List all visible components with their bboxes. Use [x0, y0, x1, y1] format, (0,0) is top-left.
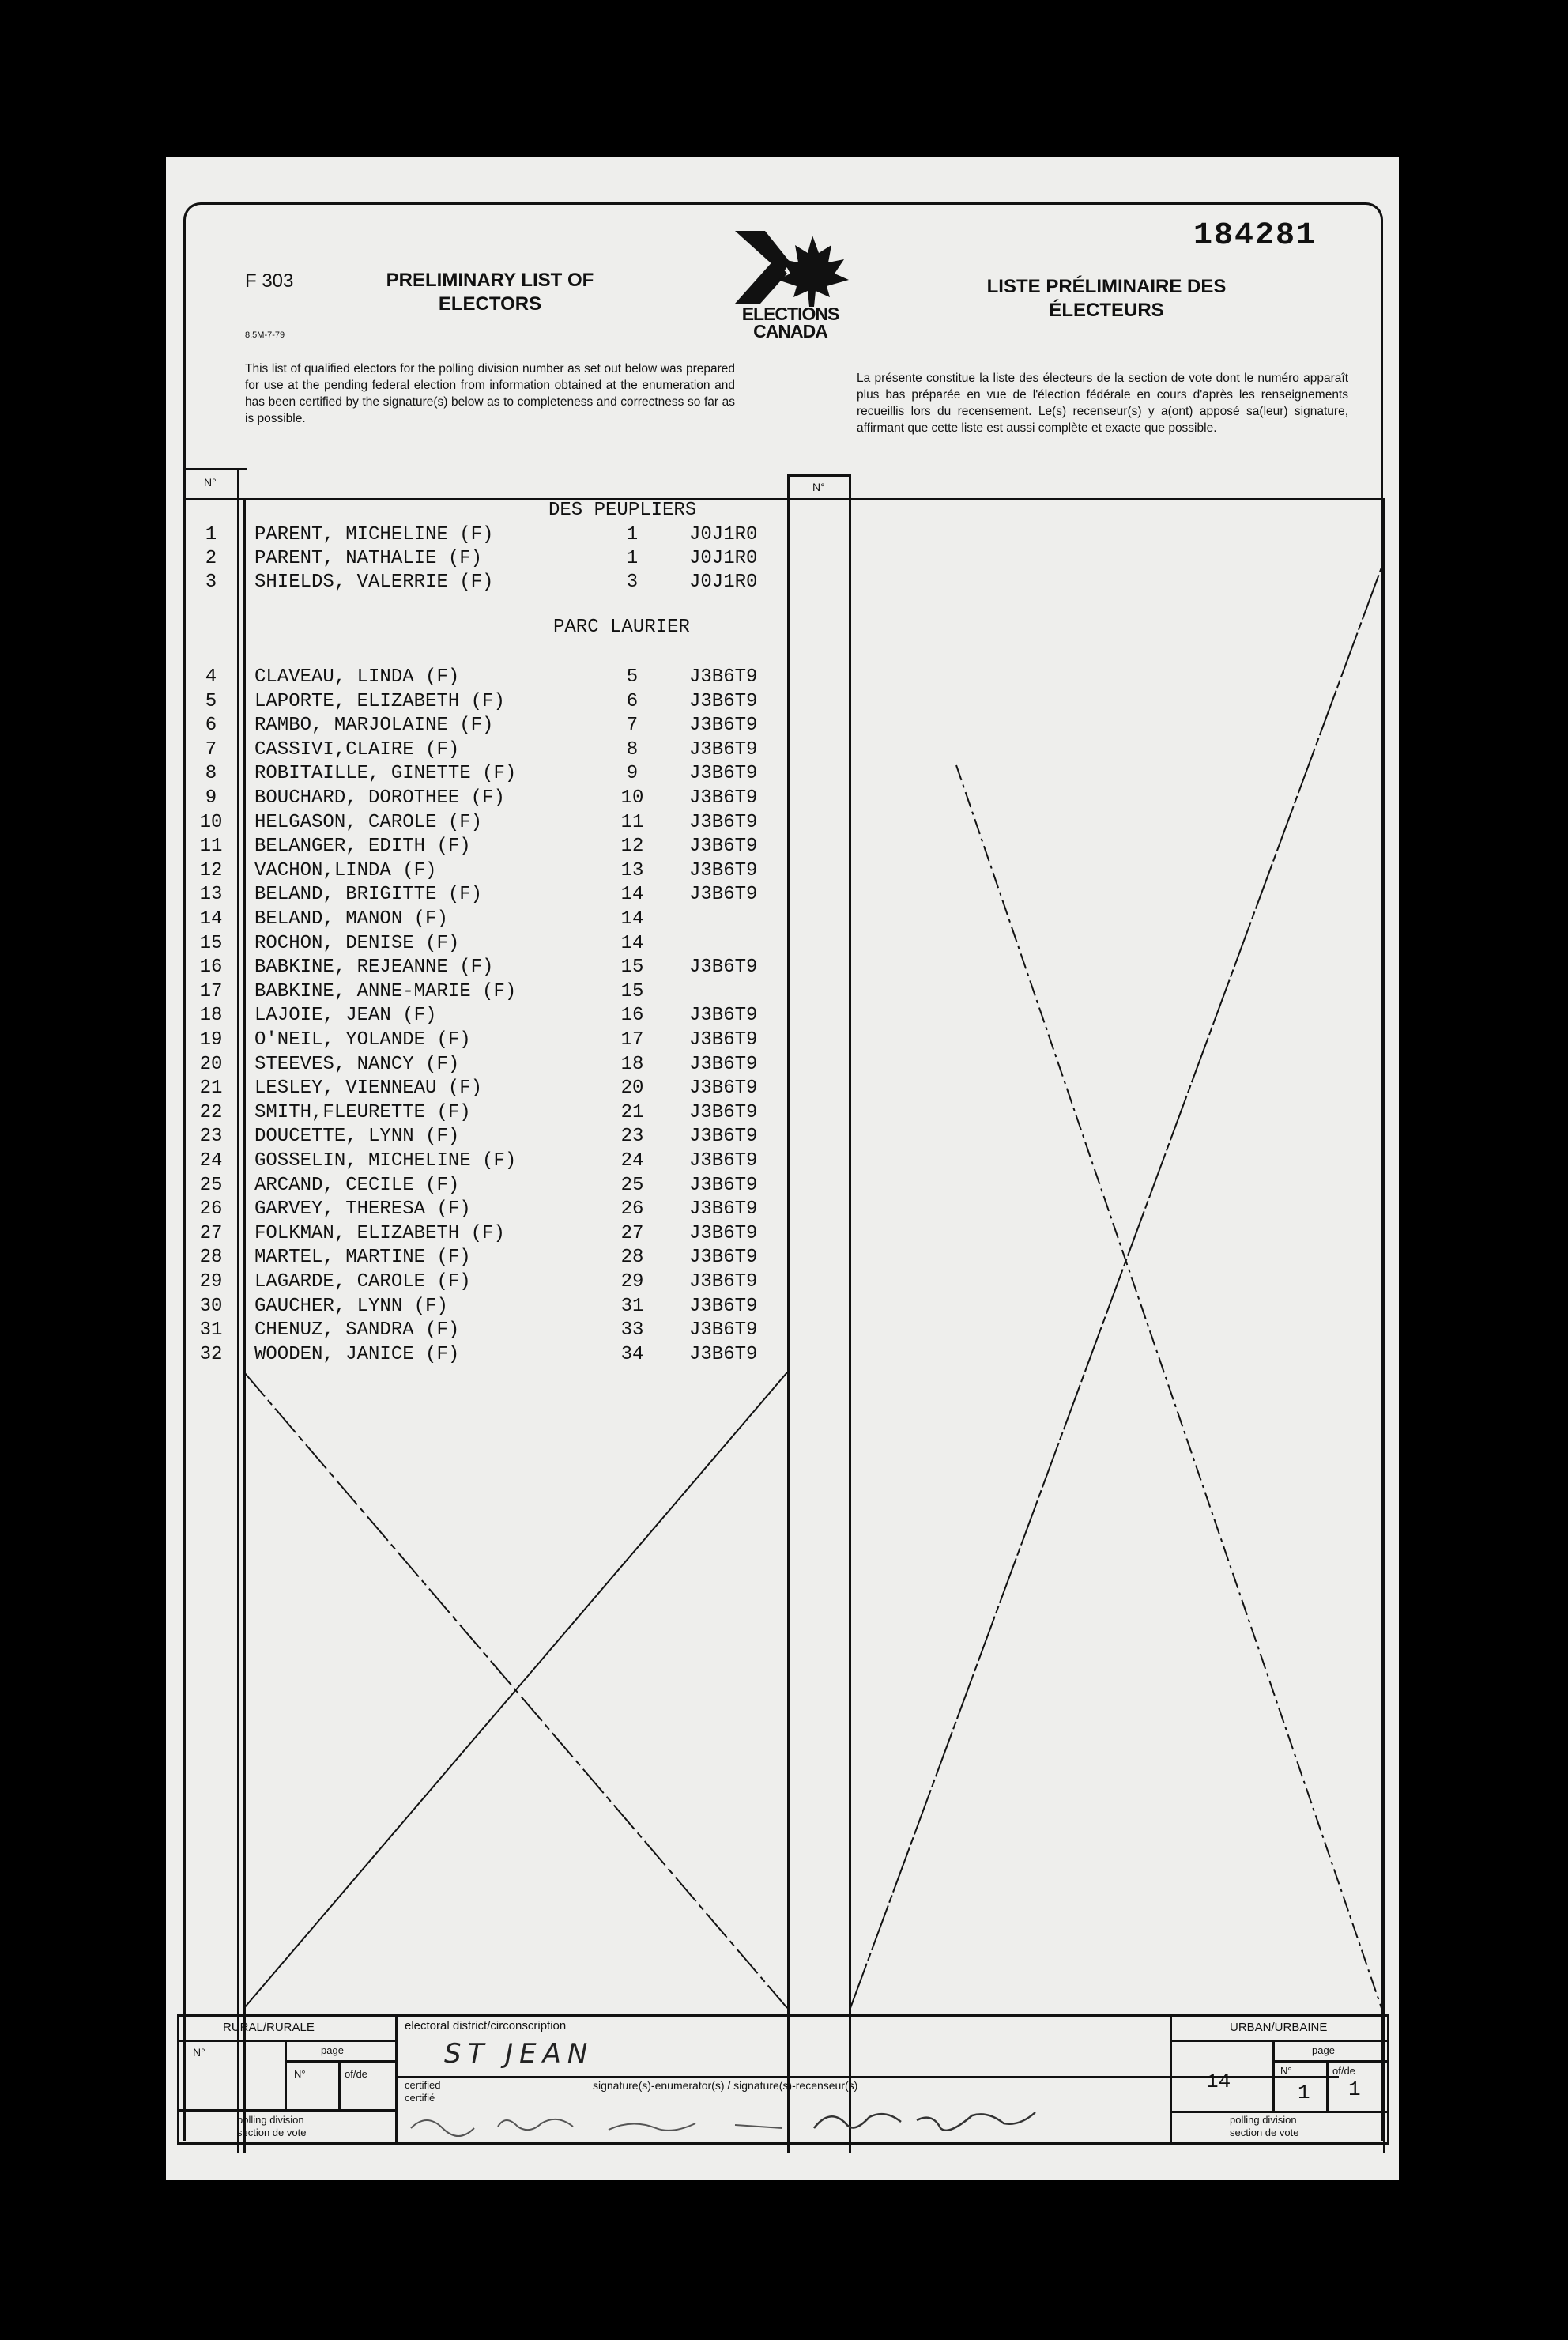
urban-page-rule [1272, 2060, 1388, 2063]
elector-postal: J3B6T9 [689, 1078, 758, 1100]
urban-page-col-rule [1326, 2060, 1329, 2112]
street-heading: PARC LAURIER [553, 617, 690, 638]
intro-english: This list of qualified electors for the polling division number as set out below was prepared for use at the pending federal election from information obtained at the enumeration and has been certified by the signature(s) below as to completeness and correctness so far as is possible. [245, 362, 735, 425]
elector-no: 28 [199, 1247, 223, 1269]
form-number: F 303 [245, 270, 294, 292]
elector-postal: J3B6T9 [689, 811, 758, 833]
elector-name: LAGARDE, CAROLE (F) [254, 1271, 471, 1293]
elector-no: 31 [199, 1319, 223, 1342]
elector-name: BABKINE, ANNE-MARIE (F) [254, 980, 517, 1002]
elector-address: 14 [620, 884, 644, 906]
elector-address: 13 [620, 859, 644, 881]
elector-no: 23 [199, 1126, 223, 1148]
elector-name: ARCAND, CECILE (F) [254, 1174, 460, 1196]
elector-address: 18 [620, 1053, 644, 1075]
elector-postal: J0J1R0 [689, 572, 758, 593]
elector-address: 28 [620, 1247, 644, 1269]
elector-address: 15 [620, 957, 644, 979]
elector-name: PARENT, NATHALIE (F) [254, 548, 483, 569]
polling-division-number: 14 [1206, 2070, 1231, 2093]
elector-postal: J3B6T9 [689, 738, 758, 760]
elector-postal: J3B6T9 [689, 1222, 758, 1244]
elector-postal: J3B6T9 [689, 1101, 758, 1123]
elector-no: 22 [199, 1101, 223, 1123]
serial-number: 184281 [1193, 218, 1317, 254]
elector-address: 8 [626, 738, 639, 760]
elector-name: ROCHON, DENISE (F) [254, 932, 460, 954]
elector-address: 7 [626, 715, 639, 737]
logo-text-line2: CANADA [753, 321, 827, 342]
ballot-form-paper [166, 157, 1399, 2180]
rural-page-of-label: of/de [345, 2068, 368, 2080]
elector-address: 11 [620, 811, 644, 833]
elector-postal: J3B6T9 [689, 1198, 758, 1221]
elector-postal: J3B6T9 [689, 859, 758, 881]
urban-row-rule2 [1170, 2111, 1388, 2113]
title-en-line1: PRELIMINARY LIST OF [386, 270, 594, 291]
elector-address: 17 [620, 1029, 644, 1051]
elector-postal: J3B6T9 [689, 1053, 758, 1075]
elector-address: 21 [620, 1101, 644, 1123]
no-col-label-right: N° [812, 481, 825, 493]
footer-left-edge [177, 2014, 179, 2145]
enumerator-signatures [403, 2097, 1114, 2144]
title-fr-line1: LISTE PRÉLIMINAIRE DES [986, 276, 1227, 297]
elector-address: 23 [620, 1126, 644, 1148]
elector-postal: J3B6T9 [689, 715, 758, 737]
elector-address: 15 [620, 980, 644, 1002]
elector-postal: J3B6T9 [689, 1150, 758, 1172]
elector-postal: J3B6T9 [689, 957, 758, 979]
elector-postal: J3B6T9 [689, 1247, 758, 1269]
elector-name: BELANGER, EDITH (F) [254, 836, 471, 858]
elector-name: BOUCHARD, DOROTHEE (F) [254, 787, 505, 809]
elector-name: LAPORTE, ELIZABETH (F) [254, 690, 505, 712]
elector-no: 14 [199, 908, 223, 930]
elector-no: 26 [199, 1198, 223, 1221]
footer-right-edge [1387, 2014, 1389, 2145]
elector-postal: J3B6T9 [689, 690, 758, 712]
urban-label: URBAN/URBAINE [1230, 2021, 1328, 2034]
elector-no: 16 [199, 957, 223, 979]
certified-en: certified [405, 2079, 441, 2091]
elector-address: 1 [626, 548, 639, 569]
intro-french: La présente constitue la liste des électeurs de la section de vote dont le numéro apparaît plus bas préparée en vue de l'élection fédérale en cours d'après les renseignements recueillis lors du recensement. Le(s) recenseur(s) y a(ont) apposé sa(leur) signature, affirmant que cette liste est aussi complète et exacte que possible. [857, 372, 1348, 435]
elector-address: 24 [620, 1150, 644, 1172]
elector-name: BELAND, BRIGITTE (F) [254, 884, 483, 906]
elector-postal: J3B6T9 [689, 666, 758, 688]
elector-postal: J3B6T9 [689, 787, 758, 809]
elector-name: BABKINE, REJEANNE (F) [254, 957, 494, 979]
footer-top-rule [177, 2014, 1389, 2017]
elector-no: 13 [199, 884, 223, 906]
elector-name: MARTEL, MARTINE (F) [254, 1247, 471, 1269]
elector-no: 3 [205, 572, 217, 593]
elector-address: 1 [626, 524, 639, 545]
elector-address: 14 [620, 932, 644, 954]
elector-name: WOODEN, JANICE (F) [254, 1343, 460, 1365]
page-number: 1 [1298, 2081, 1310, 2104]
elector-no: 30 [199, 1295, 223, 1317]
elector-no: 20 [199, 1053, 223, 1075]
elector-name: LAJOIE, JEAN (F) [254, 1005, 437, 1027]
elector-name: SMITH,FLEURETTE (F) [254, 1101, 471, 1123]
elector-no: 17 [199, 980, 223, 1002]
elector-address: 34 [620, 1343, 644, 1365]
elector-no: 2 [205, 548, 217, 569]
elector-address: 10 [620, 787, 644, 809]
rural-polling-fr: section de vote [237, 2127, 307, 2138]
elector-address: 26 [620, 1198, 644, 1221]
title-en-line2: ELECTORS [438, 293, 542, 315]
elector-no: 25 [199, 1174, 223, 1196]
elector-address: 29 [620, 1271, 644, 1293]
rural-label: RURAL/RURALE [223, 2021, 315, 2034]
urban-polling-fr: section de vote [1230, 2127, 1299, 2138]
urban-polling-en: polling division [1230, 2114, 1297, 2126]
elector-no: 21 [199, 1078, 223, 1100]
urban-page-no-label: N° [1280, 2065, 1292, 2077]
elector-no: 6 [205, 715, 217, 737]
elector-no: 1 [205, 524, 217, 545]
elector-name: STEEVES, NANCY (F) [254, 1053, 460, 1075]
elector-name: DOUCETTE, LYNN (F) [254, 1126, 460, 1148]
elector-postal: J3B6T9 [689, 1271, 758, 1293]
elector-name: BELAND, MANON (F) [254, 908, 448, 930]
rural-page-no-label: N° [294, 2068, 306, 2080]
elector-name: GAUCHER, LYNN (F) [254, 1295, 448, 1317]
elector-address: 12 [620, 836, 644, 858]
elector-no: 12 [199, 859, 223, 881]
elector-name: ROBITAILLE, GINETTE (F) [254, 763, 517, 785]
elector-postal: J3B6T9 [689, 1295, 758, 1317]
elector-name: O'NEIL, YOLANDE (F) [254, 1029, 471, 1051]
rural-col-rule [285, 2040, 287, 2111]
elector-name: VACHON,LINDA (F) [254, 859, 437, 881]
elector-postal: J3B6T9 [689, 1029, 758, 1051]
elector-name: SHIELDS, VALERRIE (F) [254, 572, 494, 593]
elector-address: 3 [626, 572, 639, 593]
district-value: ST JEAN [444, 2038, 594, 2070]
elector-postal: J3B6T9 [689, 1126, 758, 1148]
elector-address: 25 [620, 1174, 644, 1196]
elector-postal: J3B6T9 [689, 1174, 758, 1196]
street-heading: DES PEUPLIERS [548, 500, 697, 521]
elector-no: 4 [205, 666, 217, 688]
elector-no: 8 [205, 763, 217, 785]
elector-postal: J3B6T9 [689, 1319, 758, 1342]
rural-block-right [395, 2014, 398, 2145]
elector-address: 16 [620, 1005, 644, 1027]
urban-page-label: page [1312, 2044, 1335, 2056]
elector-name: CASSIVI,CLAIRE (F) [254, 738, 460, 760]
urban-block-left [1170, 2014, 1172, 2145]
elector-no: 5 [205, 690, 217, 712]
elector-address: 6 [626, 690, 639, 712]
elector-name: PARENT, MICHELINE (F) [254, 524, 494, 545]
logo-text-line1: ELECTIONS [741, 304, 839, 324]
strike-through-lines [166, 157, 1399, 2180]
elector-postal: J0J1R0 [689, 524, 758, 545]
elector-postal: J0J1R0 [689, 548, 758, 569]
elector-postal: J3B6T9 [689, 1343, 758, 1365]
elector-no: 29 [199, 1271, 223, 1293]
elector-address: 27 [620, 1222, 644, 1244]
district-underline [395, 2076, 1339, 2078]
title-fr-line2: ÉLECTEURS [1049, 300, 1164, 321]
elector-no: 32 [199, 1343, 223, 1365]
elector-name: GOSSELIN, MICHELINE (F) [254, 1150, 517, 1172]
elector-name: LESLEY, VIENNEAU (F) [254, 1078, 483, 1100]
certified-fr: certifié [405, 2092, 435, 2104]
elector-no: 18 [199, 1005, 223, 1027]
elector-postal: J3B6T9 [689, 884, 758, 906]
elector-name: HELGASON, CAROLE (F) [254, 811, 483, 833]
elector-postal: J3B6T9 [689, 836, 758, 858]
urban-page-of-label: of/de [1332, 2065, 1355, 2077]
elector-no: 19 [199, 1029, 223, 1051]
elector-postal: J3B6T9 [689, 763, 758, 785]
page-of-number: 1 [1348, 2078, 1361, 2101]
elector-no: 15 [199, 932, 223, 954]
elector-name: CHENUZ, SANDRA (F) [254, 1319, 460, 1342]
rural-page-label: page [321, 2044, 344, 2056]
elector-name: RAMBO, MARJOLAINE (F) [254, 715, 494, 737]
elector-no: 10 [199, 811, 223, 833]
elector-address: 33 [620, 1319, 644, 1342]
urban-col-rule [1272, 2040, 1275, 2112]
elector-address: 20 [620, 1078, 644, 1100]
rural-polling-en: polling division [237, 2114, 304, 2126]
elector-name: FOLKMAN, ELIZABETH (F) [254, 1222, 505, 1244]
form-code: 8.5M-7-79 [245, 330, 285, 340]
elector-postal: J3B6T9 [689, 1005, 758, 1027]
elector-address: 9 [626, 763, 639, 785]
elector-no: 7 [205, 738, 217, 760]
no-col-label-left: N° [204, 476, 217, 489]
elector-no: 11 [199, 836, 223, 858]
rural-page-col-rule [338, 2060, 341, 2111]
elector-no: 24 [199, 1150, 223, 1172]
elector-name: GARVEY, THERESA (F) [254, 1198, 471, 1221]
signature-label: signature(s)-enumerator(s) / signature(s)-recenseur(s) [593, 2079, 858, 2092]
rural-no-label: N° [193, 2046, 205, 2059]
elector-no: 27 [199, 1222, 223, 1244]
elector-name: CLAVEAU, LINDA (F) [254, 666, 460, 688]
elector-no: 9 [205, 787, 217, 809]
elector-address: 14 [620, 908, 644, 930]
elector-address: 5 [626, 666, 639, 688]
district-label: electoral district/circonscription [405, 2019, 567, 2032]
urban-row-rule [1170, 2040, 1388, 2042]
elector-address: 31 [620, 1295, 644, 1317]
